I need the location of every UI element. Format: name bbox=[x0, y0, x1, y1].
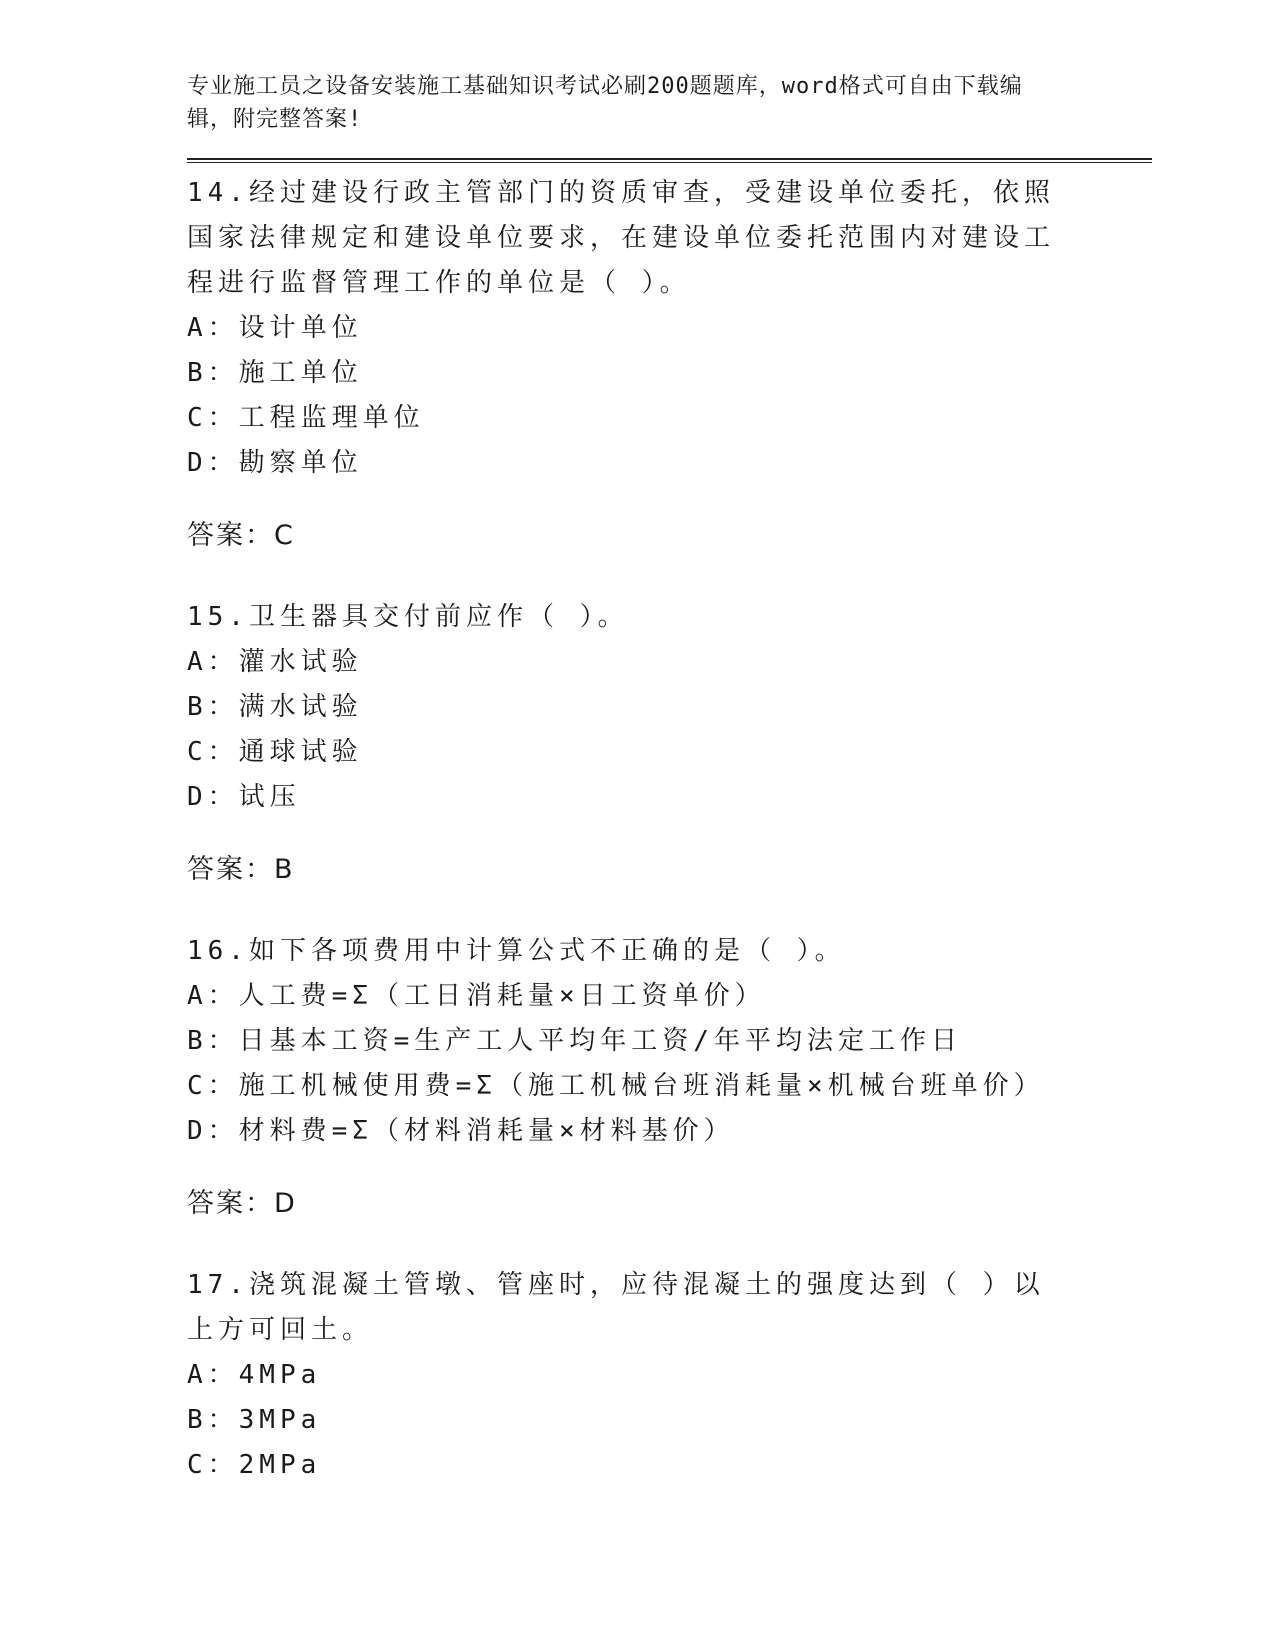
option-c: C：通球试验 bbox=[187, 737, 363, 767]
option-d: D：勘察单位 bbox=[187, 448, 363, 478]
document-page bbox=[187, 70, 1152, 1488]
answer: 答案：D bbox=[187, 1188, 297, 1219]
question-stem: 17.浇筑混凝土管墩、管座时，应待混凝土的强度达到（ ）以上方可回土。 bbox=[187, 1270, 1045, 1345]
question-16 bbox=[187, 929, 1067, 1226]
option-c: C：施工机械使用费=Σ（施工机械台班消耗量×机械台班单价） bbox=[187, 1071, 1045, 1101]
answer: 答案：B bbox=[187, 854, 295, 885]
option-d: D：材料费=Σ（材料消耗量×材料基价） bbox=[187, 1116, 735, 1146]
option-c: C：工程监理单位 bbox=[187, 403, 425, 433]
header-divider bbox=[187, 158, 1152, 163]
option-a: A：人工费=Σ（工日消耗量×日工资单价） bbox=[187, 981, 766, 1011]
option-a: A：灌水试验 bbox=[187, 647, 363, 677]
option-d: D：试压 bbox=[187, 782, 301, 812]
option-a: A：设计单位 bbox=[187, 313, 363, 343]
document-header: 专业施工员之设备安装施工基础知识考试必刷200题题库，word格式可自由下载编辑，附完整答案! bbox=[187, 74, 1023, 132]
question-stem: 16.如下各项费用中计算公式不正确的是（ ）。 bbox=[187, 936, 846, 966]
option-b: B：日基本工资=生产工人平均年工资/年平均法定工作日 bbox=[187, 1026, 962, 1056]
option-a: A：4MPa bbox=[187, 1360, 322, 1390]
question-stem: 14.经过建设行政主管部门的资质审查，受建设单位委托，依照国家法律规定和建设单位要求，在建设单位委托范围内对建设工程进行监督管理工作的单位是（ ）。 bbox=[187, 178, 1056, 298]
answer: 答案：C bbox=[187, 520, 295, 551]
question-15 bbox=[187, 595, 1067, 892]
option-b: B：3MPa bbox=[187, 1405, 322, 1435]
question-stem: 15.卫生器具交付前应作（ ）。 bbox=[187, 602, 629, 632]
option-b: B：满水试验 bbox=[187, 692, 363, 722]
question-14 bbox=[187, 171, 1067, 558]
question-17 bbox=[187, 1263, 1067, 1488]
option-c: C：2MPa bbox=[187, 1450, 322, 1480]
option-b: B：施工单位 bbox=[187, 358, 363, 388]
